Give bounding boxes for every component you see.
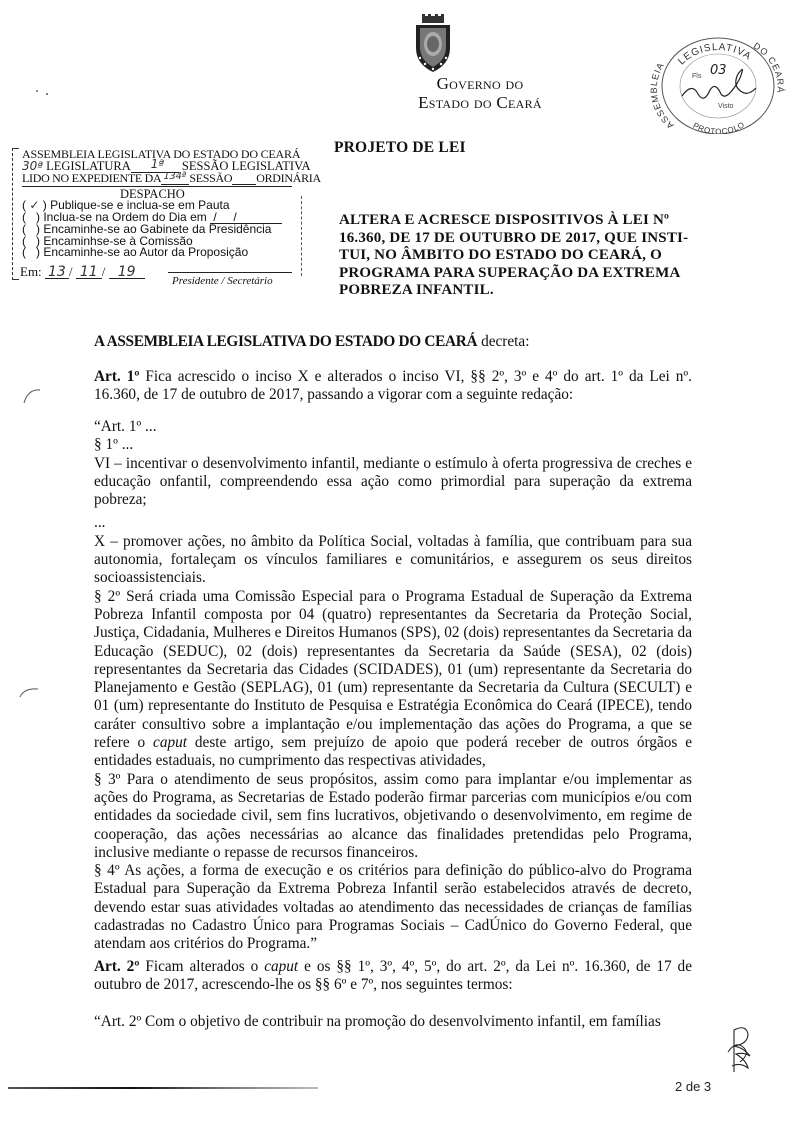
option-check-mark: ✓ bbox=[29, 198, 40, 212]
article-1-text: Fica acrescido o inciso X e alterados o inciso VI, §§ 2º, 3º e 4º do art. 1º da Lei nº. 16.360, de 17 de outubro de 2017, passando a vigorar com a seguinte redação: bbox=[94, 368, 692, 404]
sessao-label: SESSÃO bbox=[189, 171, 233, 185]
legislatura-number: 30ª bbox=[22, 159, 43, 173]
article-2: Art. 2º Ficam alterados o caput e os §§ 1º, 3º, 4º, 5º, do art. 2º, da Lei nº. 16.360, de 17 de outubro de 2017, acrescendo-lhe os §§ 6º e 7º, nos seguintes termos: bbox=[94, 958, 692, 994]
rubric-initials-icon bbox=[720, 1022, 760, 1077]
despacho-option: ( ✓ ) Publique-se e inclua-se em Pauta bbox=[22, 198, 230, 212]
paragraph-2: § 2º Será criada uma Comissão Especial para o Programa Estadual de Superação da Extrema Pobreza Infantil composta por 04 (quatro) representantes da Secretaria da Proteção Social, Justiça, Cidadania, Mulheres e Direitos Humanos (SPS), 02 (dois) representantes da Secretaria da Educação (SEDUC), 02 (dois) representantes da Secretaria da Saúde (SESA), 02 (dois) representantes da Secretaria das Cidades (SCIDADES), 01 (um) representante da Secretaria do Planejamento e Gestão (SEPLAG), 01 (um) representante da Secretaria da Cultura (SECULT) e 01 (um) representante do Instituto de Pesquisa e Estratégia Econômica do Ceará (IPECE), tendo caráter consultivo sobre a implantação e/ou implementação das ações do Programa, a que se refere o caput deste artigo, sem prejuízo de apoio que poderá receber de outros órgãos e entidades estaduais, no cumprimento das respectivas atividades, bbox=[94, 587, 692, 770]
margin-pen-mark bbox=[22, 385, 46, 405]
government-name bbox=[380, 74, 580, 112]
document-type-title: PROJETO DE LEI bbox=[334, 139, 466, 156]
paragraph-3: § 3º Para o atendimento de seus propósitos, assim como para implantar e/ou implementar as ações do Programa, as Secretarias de Estado poderão firmar parcerias com municípios e/ou com entidades da sociedade civil, sem fins lucrativos, objetivando o desenvolvimento, em regime de cooperação, das ações necessárias ao alcance das finalidades pretendidas pelo Programa, inclusive mediante o repasse de recursos financeiros. bbox=[94, 770, 692, 861]
stamp-fls-value: 03 bbox=[710, 63, 727, 78]
article-1-label: Art. 1º bbox=[94, 368, 140, 385]
svg-text:DO CEARÁ bbox=[752, 41, 786, 94]
ementa-line: PROGRAMA PARA SUPERAÇÃO DA EXTREMA bbox=[339, 264, 681, 281]
quoted-paragraph-1: § 1º ... bbox=[94, 436, 134, 454]
signature-label: Presidente / Secretário bbox=[172, 275, 273, 287]
despacho-option: ( ) Encaminhe-se ao Autor da Proposição bbox=[22, 245, 249, 259]
despacho-title: DESPACHO bbox=[120, 187, 185, 201]
despacho-stamp: ASSEMBLEIA LEGISLATIVA DO ESTADO DO CEARÁ 30ª LEGISLATURA 1ª SESSÃO LEGISLATIVA LIDO NO EXPEDIENTE DA 134ª SESSÃO ORDINÁRIA DESPACHO ( ✓ ) Publique-se e inclua-se em Pauta ( ) Inclua-se na Ordem do Dia em / / ( ) Encaminhe-se ao Gabinete da Presidência ( ) Encaminhse-se à Comissão ( ) Encaminhe-se ao Autor da Proposição Em: 13 / 11 / 19 Presidente / Secretário bbox=[12, 146, 308, 286]
quoted-art-head: “Art. 1º ... bbox=[94, 418, 157, 435]
despacho-option: ( ) Inclua-se na Ordem do Dia em / / bbox=[22, 212, 282, 225]
date-month: 11 bbox=[76, 266, 102, 279]
sessao-number: 1ª bbox=[150, 157, 165, 171]
legislatura-label: LEGISLATURA bbox=[46, 159, 131, 173]
despacho-header: ASSEMBLEIA LEGISLATIVA DO ESTADO DO CEARÁ bbox=[22, 147, 301, 161]
footer-rule bbox=[8, 1087, 318, 1089]
article-2-label: Art. 2º bbox=[94, 958, 140, 975]
ementa-line: ALTERA E ACRESCE DISPOSITIVOS À LEI Nº bbox=[339, 212, 670, 228]
svg-text:PROTOCOLO bbox=[691, 120, 746, 134]
lido-label: LIDO NO EXPEDIENTE DA bbox=[22, 171, 162, 185]
ementa-line: POBREZA INFANTIL. bbox=[339, 282, 494, 298]
enacting-clause bbox=[94, 333, 529, 351]
stamp-ring-right: DO CEARÁ bbox=[751, 40, 786, 94]
date-label: Em: bbox=[20, 264, 42, 279]
stamp-visto-label: Visto bbox=[718, 103, 734, 110]
margin-pen-mark bbox=[18, 685, 42, 699]
svg-text:ASSEMBLEIA bbox=[649, 60, 676, 130]
enacting-verb: decreta: bbox=[477, 333, 530, 350]
ordinaria-label: ORDINÁRIA bbox=[256, 171, 321, 185]
inciso-vi: VI – incentivar o desenvolvimento infantil, mediante o estímulo à oferta progressiva de creches e educação onfantil, compreendendo essa ação como primordial para superação da extrema pobreza; bbox=[94, 454, 692, 509]
date-year: 19 bbox=[109, 266, 145, 279]
sessao-legislativa-label: SESSÃO LEGISLATIVA bbox=[181, 159, 311, 173]
paragraph-4: § 4º As ações, a forma de execução e os critérios para definição do público-alvo do Programa Estadual para Superação da Extrema Pobreza Infantil serão estabelecidos através de decreto, devendo estar suas atividades voltadas ao atendimento das necessidades de crianças de famílias cadastradas no Cadastro Único para Programas Sociais – CadÚnico do Governo Federal, que atendam aos critérios do Programa.” bbox=[94, 862, 692, 953]
inciso-x: X – promover ações, no âmbito da Política Social, voltadas à família, que contribuam para sua autonomia, fortaleçam os vínculos familiares e comunitários, e assegurem os seus direitos socioassistenciais. bbox=[94, 532, 692, 587]
coat-of-arms-icon bbox=[408, 14, 458, 74]
page-indicator: 2 de 3 bbox=[675, 1079, 712, 1094]
date-day: 13 bbox=[45, 266, 69, 279]
protocol-stamp bbox=[648, 34, 788, 134]
stamp-ring-bottom: PROTOCOLO bbox=[691, 120, 747, 134]
article-1 bbox=[94, 368, 692, 405]
ellipsis: ... bbox=[94, 514, 106, 532]
article-1-quoted-text bbox=[94, 418, 692, 954]
stamp-fls-label: Fls bbox=[692, 73, 702, 80]
article-2-quote-text: “Art. 2º Com o objetivo de contribuir na promoção do desenvolvimento infantil, em famílias bbox=[94, 1013, 661, 1030]
ementa-line: TUI, NO ÂMBITO DO ESTADO DO CEARÁ, O bbox=[339, 247, 662, 263]
stamp-ring-top: LEGISLATIVA bbox=[676, 41, 754, 68]
despacho-option: ( ) Encaminhse-se à Comissão bbox=[22, 233, 193, 248]
ementa bbox=[339, 212, 716, 300]
enacting-authority: A ASSEMBLEIA LEGISLATIVA DO ESTADO DO CEARÁ bbox=[94, 333, 478, 350]
stamp-ring-left: ASSEMBLEIA bbox=[648, 60, 676, 131]
government-line-1: Governo do bbox=[436, 74, 524, 93]
ementa-line: 16.360, DE 17 DE OUTUBRO DE 2017, QUE INSTI- bbox=[339, 229, 689, 246]
government-line-2: Estado do Ceará bbox=[418, 93, 542, 112]
scan-specks bbox=[34, 88, 54, 100]
article-2-quote bbox=[94, 1013, 692, 1031]
despacho-option: ( ) Encaminhe-se ao Gabinete da Presidência bbox=[22, 222, 272, 236]
lido-number: 134ª bbox=[163, 171, 186, 182]
